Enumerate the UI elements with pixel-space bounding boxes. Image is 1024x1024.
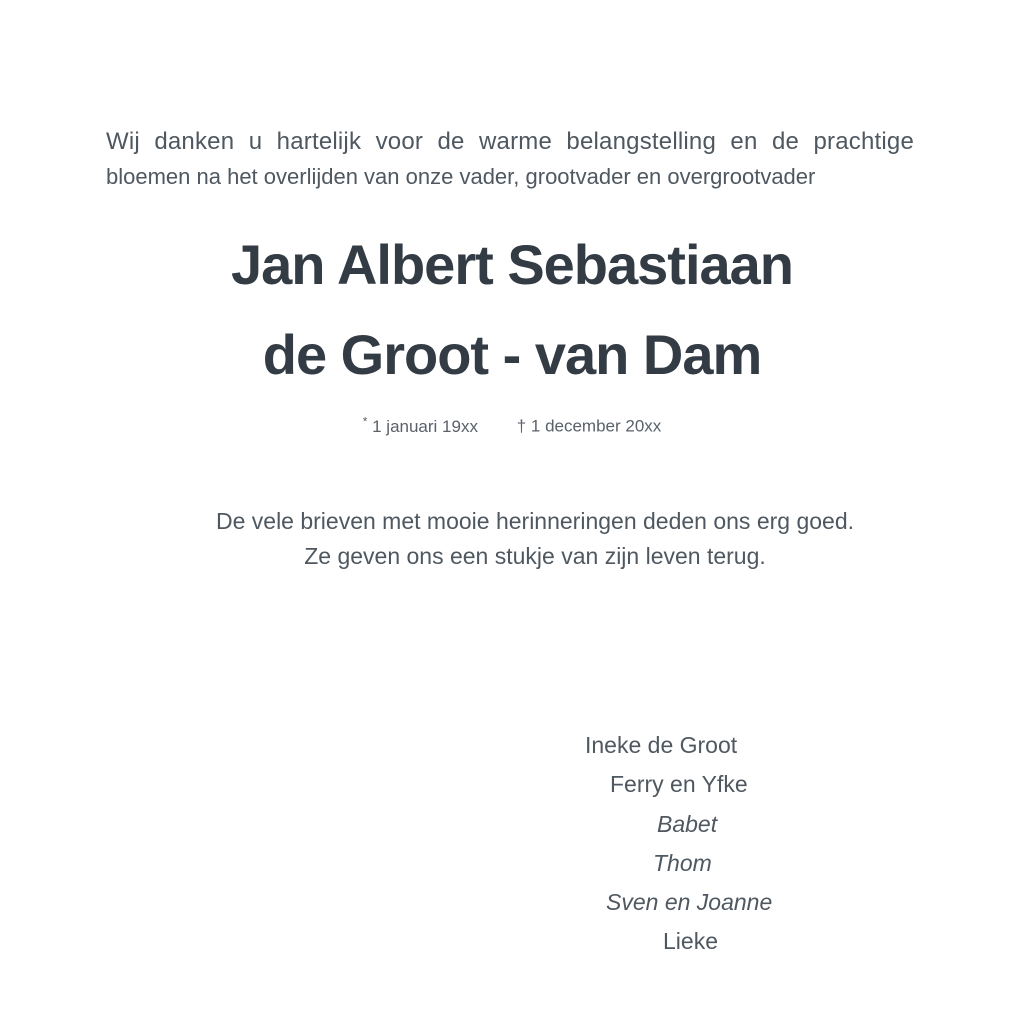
death-date-group: [517, 417, 662, 436]
intro-line-1: Wij danken u hartelijk voor de warme belangstelling en de prachtige: [106, 128, 914, 155]
deceased-name-line-1: Jan Albert Sebastiaan: [230, 233, 794, 296]
gratitude-message: [160, 504, 910, 574]
family-member: Babet: [657, 810, 718, 837]
message-line-1: De vele brieven met mooie herinneringen deden ons erg goed.: [215, 508, 855, 534]
life-dates: [0, 414, 1024, 437]
death-symbol: †: [516, 416, 527, 436]
birth-symbol: *: [362, 414, 368, 428]
family-member: Ferry en Yfke: [610, 771, 748, 798]
birth-date-group: [362, 414, 478, 436]
death-date: 1 december 20xx: [530, 416, 662, 436]
family-signatures: [540, 726, 840, 962]
deceased-name-line-2: de Groot - van Dam: [262, 323, 762, 386]
family-member: Sven en Joanne: [606, 889, 773, 916]
birth-date: 1 januari 19xx: [372, 416, 478, 436]
family-member: Thom: [653, 849, 712, 876]
intro-line-2: bloemen na het overlijden van onze vader, grootvader en overgrootvader: [106, 164, 816, 189]
family-member: Lieke: [663, 928, 718, 955]
message-line-2: Ze geven ons een stukje van zijn leven terug.: [304, 543, 766, 569]
family-member: Ineke de Groot: [585, 732, 738, 758]
thank-you-intro: [106, 124, 914, 194]
